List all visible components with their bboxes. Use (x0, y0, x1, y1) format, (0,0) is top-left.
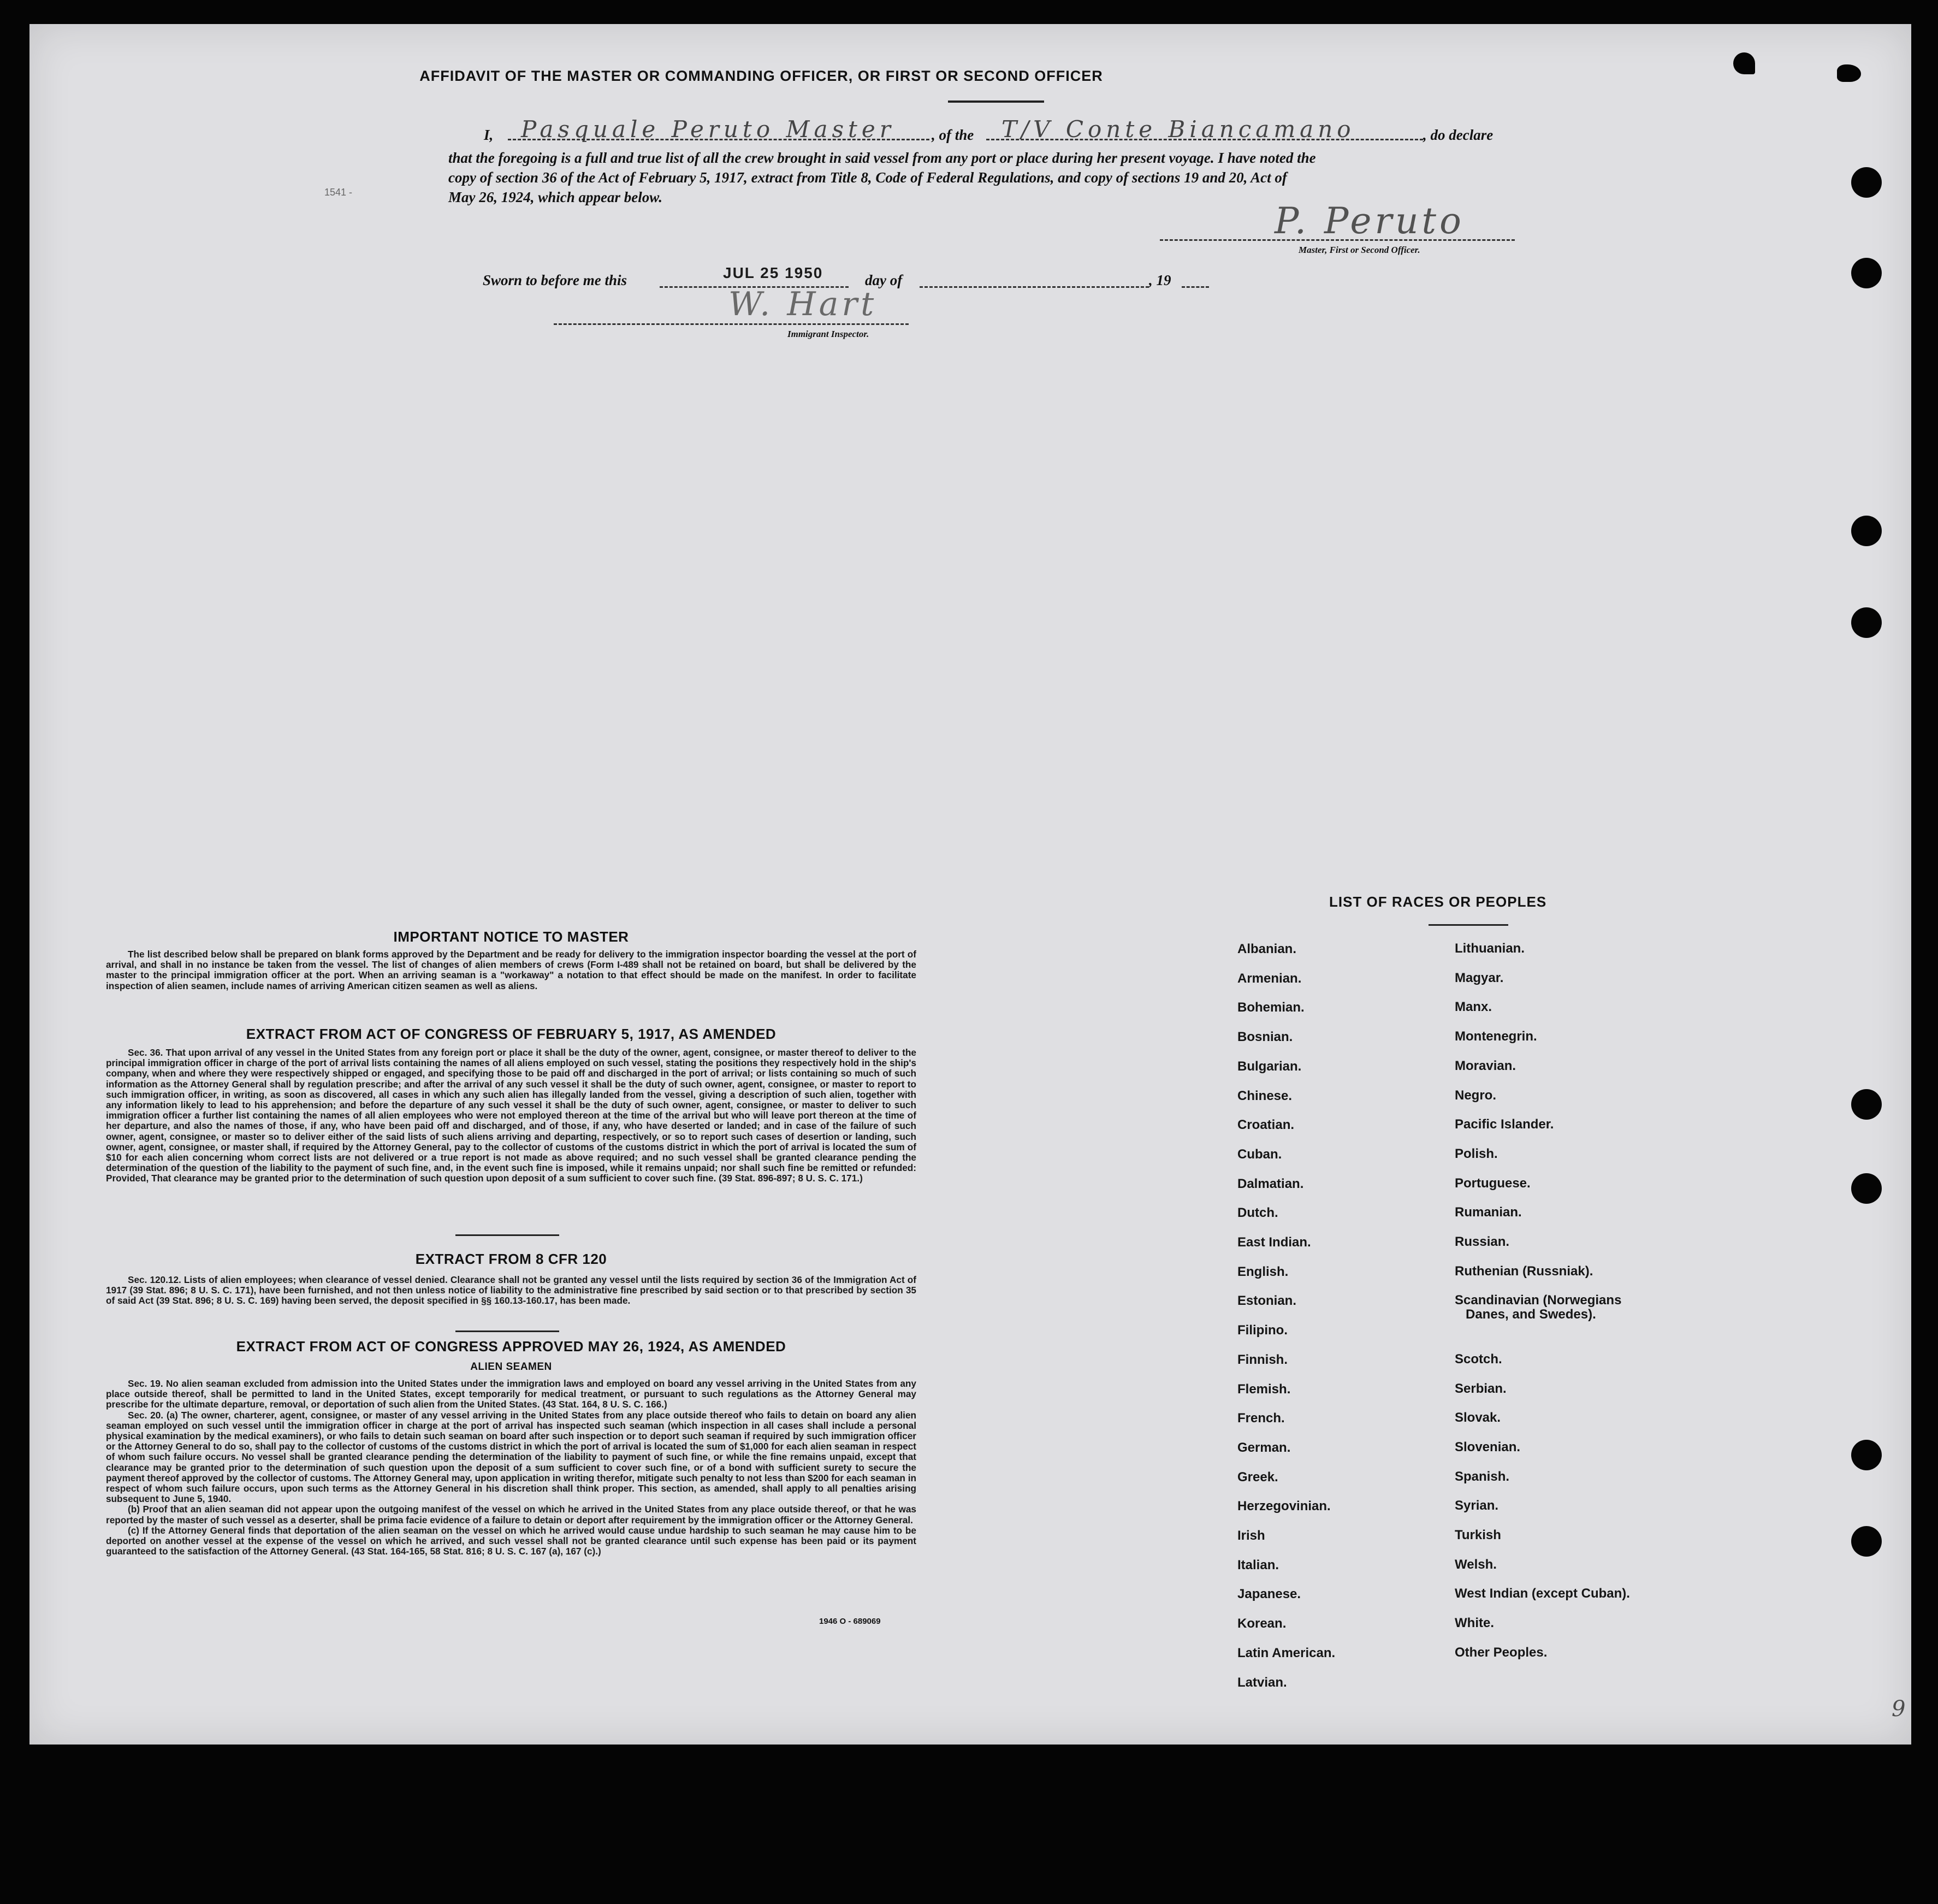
race-item: Russian. (1455, 1234, 1510, 1249)
sworn-year-field (1182, 286, 1209, 288)
race-item: Negro. (1455, 1087, 1497, 1103)
race-item: French. (1237, 1411, 1285, 1426)
of-the-label: , of the (932, 127, 974, 143)
race-item: Montenegrin. (1455, 1029, 1537, 1044)
race-item: Irish (1237, 1528, 1265, 1543)
punch-hole (1851, 607, 1882, 638)
signature-caption: Master, First or Second Officer. (1299, 245, 1420, 255)
extract-cfr-title: EXTRACT FROM 8 CFR 120 (415, 1251, 607, 1267)
notice-body (106, 949, 916, 991)
sworn-month-field (920, 286, 1149, 288)
race-item: Bosnian. (1237, 1030, 1293, 1045)
corner-mark: 9 (1892, 1696, 1906, 1722)
binding-mark (1733, 52, 1755, 74)
race-item: Polish. (1455, 1146, 1498, 1161)
affidavit-line-2: that the foregoing is a full and true list of all the crew brought in said vessel from any port or place during her present voyage. I have noted the (448, 150, 1316, 166)
race-item: German. (1237, 1440, 1291, 1455)
declare-label: , do declare (1423, 127, 1493, 143)
race-item: Japanese. (1237, 1587, 1301, 1602)
race-item: Lithuanian. (1455, 941, 1525, 956)
race-item: Turkish (1455, 1528, 1501, 1542)
punch-hole (1851, 516, 1882, 546)
race-item: Herzegovinian. (1237, 1499, 1331, 1514)
inspector-caption: Immigrant Inspector. (787, 329, 869, 339)
race-item: Portuguese. (1455, 1175, 1531, 1191)
section-divider (455, 1331, 559, 1332)
punch-hole (1851, 1526, 1882, 1557)
extract-1924-paragraph: (b) Proof that an alien seaman did not appear upon the outgoing manifest of the vessel on which he arrived in the United States from any place outside thereof, or that he was reported by the master of such vessel as a deserter, shall be prima facie evidence of a failure to detain or deport after requirement by the immigration officer or the Attorney General. (106, 1504, 916, 1525)
race-item: Serbian. (1455, 1381, 1507, 1396)
race-item: Estonian. (1237, 1293, 1297, 1309)
master-signature: P. Peruto (1275, 200, 1465, 242)
extract-1924-subtitle: ALIEN SEAMEN (470, 1361, 552, 1373)
race-item: Finnish. (1237, 1352, 1288, 1367)
race-item: Cuban. (1237, 1146, 1282, 1162)
notice-paragraph: The list described below shall be prepared on blank forms approved by the Department and be ready for delivery to the immigration inspector boarding the vessel at the port of arrival, and shall in no instance be taken from the vessel. The list of changes of alien members of crews (Form I-489 shall not be retained on board, but shall be delivered by the master to the principal immigration officer at the port. When an arriving seaman is a "workaway" a notation to that effect should be made on the manifest. In order to facilitate inspection of alien seamen, include names of arriving American citizen seamen as well as aliens. (106, 949, 916, 991)
punch-hole (1851, 1173, 1882, 1204)
punch-hole (1851, 1440, 1882, 1470)
punch-hole (1851, 167, 1882, 198)
race-item: Dalmatian. (1237, 1176, 1304, 1191)
race-item: Spanish. (1455, 1469, 1510, 1484)
year-label: , 19 (1149, 272, 1171, 288)
extract-1924-paragraph: (c) If the Attorney General finds that deportation of the alien seaman on the vessel on which he arrived would cause undue hardship to such seaman he may cause him to be deported on another vessel at the expense of the vessel on which he arrived, and such vessel shall not be granted clearance until such expense has been paid or its payment guaranteed to the satisfaction of the Attorney General. (43 Stat. 164-165, 58 Stat. 816; 8 U. S. C. 167 (a), 167 (c).) (106, 1524, 916, 1557)
race-item: Slovak. (1455, 1410, 1501, 1426)
races-title: LIST OF RACES OR PEOPLES (1329, 894, 1547, 910)
race-item: Scandinavian (Norwegians Danes, and Swedes). (1455, 1293, 1622, 1322)
punch-hole (1851, 1089, 1882, 1120)
race-item: White. (1455, 1616, 1494, 1631)
race-item: Welsh. (1455, 1557, 1497, 1572)
print-code: 1946 O - 689069 (819, 1617, 881, 1626)
race-item: Moravian. (1455, 1058, 1516, 1073)
margin-mark: 1541 - (324, 187, 353, 198)
race-item: Other Peoples. (1455, 1645, 1548, 1660)
race-item: Dutch. (1237, 1205, 1278, 1221)
race-item: Filipino. (1237, 1323, 1288, 1338)
sworn-label: Sworn to before me this (483, 272, 627, 288)
race-item: English. (1237, 1264, 1289, 1279)
affidavit-line-3: copy of section 36 of the Act of February 5, 1917, extract from Title 8, Code of Federal Regulations, and copy of sections 19 and 20, Act of (448, 169, 1287, 186)
race-item: Latvian. (1237, 1675, 1287, 1690)
race-item: Latin American. (1237, 1645, 1336, 1660)
extract-1924-title: EXTRACT FROM ACT OF CONGRESS APPROVED MAY 26, 1924, AS AMENDED (236, 1338, 786, 1355)
race-item: Croatian. (1237, 1117, 1295, 1133)
extract-1924-paragraph: Sec. 20. (a) The owner, charterer, agent, consignee, or master of any vessel arriving in the United States from any place outside thereof who fails to detain on board any alien seaman employed on such vessel until the immigration officer in charge at the port of arrival has inspected such seaman (which inspection in all cases shall include a personal physical examination by the medical examiners), or who fails to detain such seaman on board after such inspection or to deport such seaman if required by such immigration officer or the Attorney General to do so, shall pay to the collector of customs of the customs district in which the port of arrival is located the sum of $1,000 for each alien seaman in respect of whom such failure occurs. No vessel shall be granted clearance pending the determination of the liability to payment of such fine, or while the fine remains unpaid, except that clearance may be granted prior to the determination of such question upon the deposit of a sum sufficient to cover such fine, or of a bond with sufficient surety to secure the payment thereof approved by the collector of customs. The Attorney General may, upon application in writing therefor, mitigate such penalty to not less than $200 for each seaman in respect of whom such failure occurs, upon such terms as the Attorney General in his discretion shall think proper. This section, as amended, shall apply to all penalties arising subsequent to June 5, 1940. (106, 1409, 916, 1505)
extract-cfr-paragraph: Sec. 120.12. Lists of alien employees; when clearance of vessel denied. Clearance shall not be granted any vessel until the lists required by section 36 of the Immigration Act of 1917 (39 Stat. 896; 8 U. S. C. 171), have been furnished, and not then unless notice of liability to the administrative fine prescribed by said section or to that prescribed by section 35 of said Act (39 Stat. 896; 8 U. S. C. 169) having been served, the deposit specified in §§ 160.13-160.17, has been made. (106, 1274, 916, 1306)
race-item: Albanian. (1237, 942, 1297, 956)
race-item: Ruthenian (Russniak). (1455, 1263, 1593, 1279)
inspector-signature-line (554, 323, 909, 325)
master-name-handwritten: Pasquale Peruto Master (521, 116, 895, 143)
race-item: West Indian (except Cuban). (1455, 1586, 1630, 1601)
day-of-label: day of (865, 272, 903, 288)
race-item: Slovenian. (1455, 1439, 1521, 1454)
affidavit-title: AFFIDAVIT OF THE MASTER OR COMMANDING OFFICER, OR FIRST OR SECOND OFFICER (419, 68, 1103, 84)
section-divider (455, 1234, 559, 1236)
extract-1917-title: EXTRACT FROM ACT OF CONGRESS OF FEBRUARY 5, 1917, AS AMENDED (246, 1026, 777, 1042)
race-item: Manx. (1455, 1000, 1492, 1015)
race-item: Scotch. (1455, 1351, 1502, 1367)
punch-hole (1851, 258, 1882, 288)
race-item: Chinese. (1237, 1088, 1293, 1103)
extract-1924-body (106, 1379, 916, 1557)
affidavit-i-label: I, (484, 127, 494, 143)
extract-1917-body (106, 1048, 916, 1184)
race-item: Pacific Islander. (1455, 1117, 1554, 1132)
race-item: Greek. (1237, 1469, 1278, 1485)
title-divider (948, 100, 1044, 103)
race-item: Syrian. (1455, 1498, 1499, 1513)
race-item: Magyar. (1455, 970, 1504, 985)
race-item: East Indian. (1237, 1235, 1311, 1250)
race-item: Bohemian. (1237, 1000, 1305, 1015)
races-title-divider (1429, 924, 1508, 926)
race-item: Rumanian. (1455, 1205, 1522, 1220)
extract-1924-paragraph: Sec. 19. No alien seaman excluded from admission into the United States under the immigration laws and employed on board any vessel arriving in the United States from any place outside thereof, shall be permitted to land in the United States, except temporarily for medical treatment, or pursuant to such regulations as the Attorney General may prescribe for the ultimate departure, removal, or deportation of such alien from the United States. (43 Stat. 164, 8 U. S. C. 166.) (106, 1378, 916, 1410)
race-item: Armenian. (1237, 971, 1302, 986)
extract-1917-paragraph: Sec. 36. That upon arrival of any vessel in the United States from any foreign port or place it shall be the duty of the owner, agent, consignee, or master thereof to deliver to the principal immigration officer in charge of the port of arrival lists containing the names of all aliens employed on such vessel, stating the positions they respectively hold in the ship's company, when and where they were respectively shipped or engaged, and specifying those to be paid off and discharged in the port of arrival; or lists containing so much of such information as the Attorney General shall by regulation prescribe; and after the arrival of any such vessel it shall be the duty of such owner, agent, consignee, or master to report to such immigration officer, in writing, as soon as discovered, all cases in which any such alien has illegally landed from the vessel, giving a description of such alien, together with any information likely to lead to his apprehension; and before the departure of any such vessel it shall be the duty of such owner, agent, consignee, or master to deliver to such immigration officer a further list containing the names of all alien employees who were not employed thereon at the time of the arrival but who will leave port thereon at the time of her departure, and also the names of those, if any, who have been paid off and discharged, and of those, if any, who have deserted or landed; and in case of the failure of such owner, agent, consignee, or master so to deliver either of the said lists of such aliens arriving and departing, respectively, or so to report such cases of desertion or landing, such owner, agent, consignee, or master shall, if required by the Attorney General, pay to the collector of customs of the customs district in which the port of arrival is located the sum of $10 for each alien concerning whom correct lists are not delivered or a true report is not made as above required; and no such vessel shall be granted clearance pending the determination of the question of the liability to the payment of such fine, and, in the event such fine is imposed, while it remains unpaid; nor shall such fine be remitted or refunded: Provided, That clearance may be granted prior to the determination of such question upon deposit of a sum sufficient to cover such fine. (39 Stat. 896-897; 8 U. S. C. 171.) (106, 1047, 916, 1184)
extract-cfr-body (106, 1275, 916, 1306)
race-item: Flemish. (1237, 1381, 1291, 1397)
vessel-name-handwritten: T/V Conte Biancamano (1001, 116, 1355, 143)
inspector-signature: W. Hart (728, 285, 878, 323)
date-stamp: JUL 25 1950 (723, 264, 823, 281)
affidavit-line-4: May 26, 1924, which appear below. (448, 189, 663, 205)
signature-line (1160, 239, 1515, 241)
notice-title: IMPORTANT NOTICE TO MASTER (393, 929, 629, 945)
document-page (29, 24, 1911, 1745)
race-item: Italian. (1237, 1557, 1279, 1572)
race-item: Bulgarian. (1237, 1059, 1302, 1074)
race-item: Korean. (1237, 1616, 1287, 1631)
binding-mark (1837, 64, 1861, 82)
